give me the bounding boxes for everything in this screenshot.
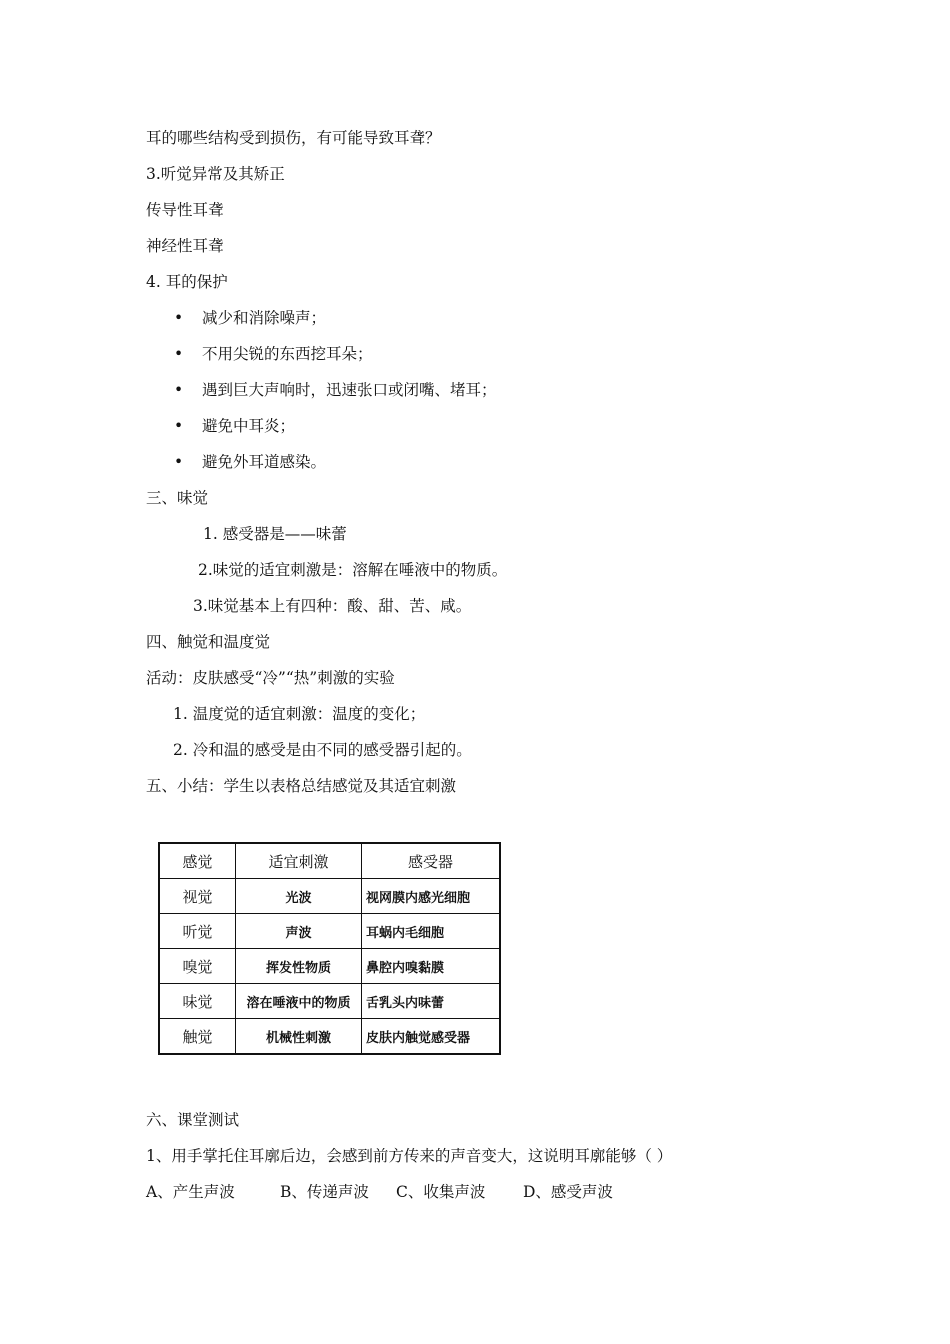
list-item-text: 避免中耳炎； <box>202 417 296 435</box>
table-row <box>159 914 500 949</box>
table-cell: 味觉 <box>159 984 236 1019</box>
touch-point-2: 2. 冷和温的感受是由不同的感受器引起的。 <box>173 741 472 759</box>
table-row <box>159 984 500 1019</box>
taste-point-1: 1. 感受器是——味蕾 <box>203 525 347 543</box>
taste-point-2: 2.味觉的适宜刺激是：溶解在唾液中的物质。 <box>198 561 508 579</box>
list-item <box>174 416 295 436</box>
table-header-cell: 适宜刺激 <box>236 843 362 879</box>
table-cell: 舌乳头内味蕾 <box>362 984 501 1019</box>
list-item-text: 避免外耳道感染。 <box>202 453 327 471</box>
touch-activity: 活动：皮肤感受“冷”“热”刺激的实验 <box>146 669 395 687</box>
table-cell: 挥发性物质 <box>236 949 362 984</box>
line-ear-structures-question: 耳的哪些结构受到损伤，有可能导致耳聋？ <box>146 129 441 147</box>
option-d: D、感受声波 <box>523 1183 613 1201</box>
table-row <box>159 879 500 914</box>
table-cell: 嗅觉 <box>159 949 236 984</box>
table-header-cell: 感觉 <box>159 843 236 879</box>
senses-summary-table <box>158 842 501 1055</box>
touch-point-1: 1. 温度觉的适宜刺激：温度的变化； <box>173 705 426 723</box>
list-item <box>174 452 326 472</box>
section-3-title: 3.听觉异常及其矫正 <box>146 165 285 183</box>
test-question-1: 1、用手掌托住耳廓后边，会感到前方传来的声音变大，这说明耳廓能够（ ） <box>146 1147 673 1165</box>
table-cell: 耳蜗内毛细胞 <box>362 914 501 949</box>
option-c: C、收集声波 <box>396 1183 486 1201</box>
bullet-icon: • <box>174 309 184 327</box>
test-options <box>146 1182 613 1202</box>
touch-section-title: 四、触觉和温度觉 <box>146 633 271 651</box>
list-item-text: 减少和消除噪声； <box>202 309 327 327</box>
option-a: A、产生声波 <box>146 1183 235 1201</box>
bullet-icon: • <box>174 417 184 435</box>
table-cell: 皮肤内触觉感受器 <box>362 1019 501 1055</box>
list-item-text: 不用尖锐的东西挖耳朵； <box>202 345 373 363</box>
bullet-icon: • <box>174 453 184 471</box>
table-cell: 溶在唾液中的物质 <box>236 984 362 1019</box>
table-cell: 机械性刺激 <box>236 1019 362 1055</box>
conductive-deafness: 传导性耳聋 <box>146 201 224 219</box>
table-cell: 光波 <box>236 879 362 914</box>
table-cell: 触觉 <box>159 1019 236 1055</box>
table-header-cell: 感受器 <box>362 843 501 879</box>
list-item-text: 遇到巨大声响时，迅速张口或闭嘴、堵耳； <box>202 381 497 399</box>
taste-point-3: 3.味觉基本上有四种：酸、甜、苦、咸。 <box>193 597 472 615</box>
taste-section-title: 三、味觉 <box>146 489 209 507</box>
table-cell: 听觉 <box>159 914 236 949</box>
table-cell: 视觉 <box>159 879 236 914</box>
list-item <box>174 380 497 400</box>
bullet-icon: • <box>174 345 184 363</box>
bullet-icon: • <box>174 381 184 399</box>
table-row <box>159 949 500 984</box>
list-item <box>174 308 326 328</box>
nerve-deafness: 神经性耳聋 <box>146 237 224 255</box>
table-cell: 声波 <box>236 914 362 949</box>
section-4-title: 4. 耳的保护 <box>146 273 228 291</box>
table-header-row <box>159 843 500 879</box>
test-section-title: 六、课堂测试 <box>146 1111 240 1129</box>
table-cell: 视网膜内感光细胞 <box>362 879 501 914</box>
table-cell: 鼻腔内嗅黏膜 <box>362 949 501 984</box>
summary-title: 五、小结：学生以表格总结感觉及其适宜刺激 <box>146 777 457 795</box>
option-b: B、传递声波 <box>280 1183 369 1201</box>
table-row <box>159 1019 500 1055</box>
list-item <box>174 344 373 364</box>
